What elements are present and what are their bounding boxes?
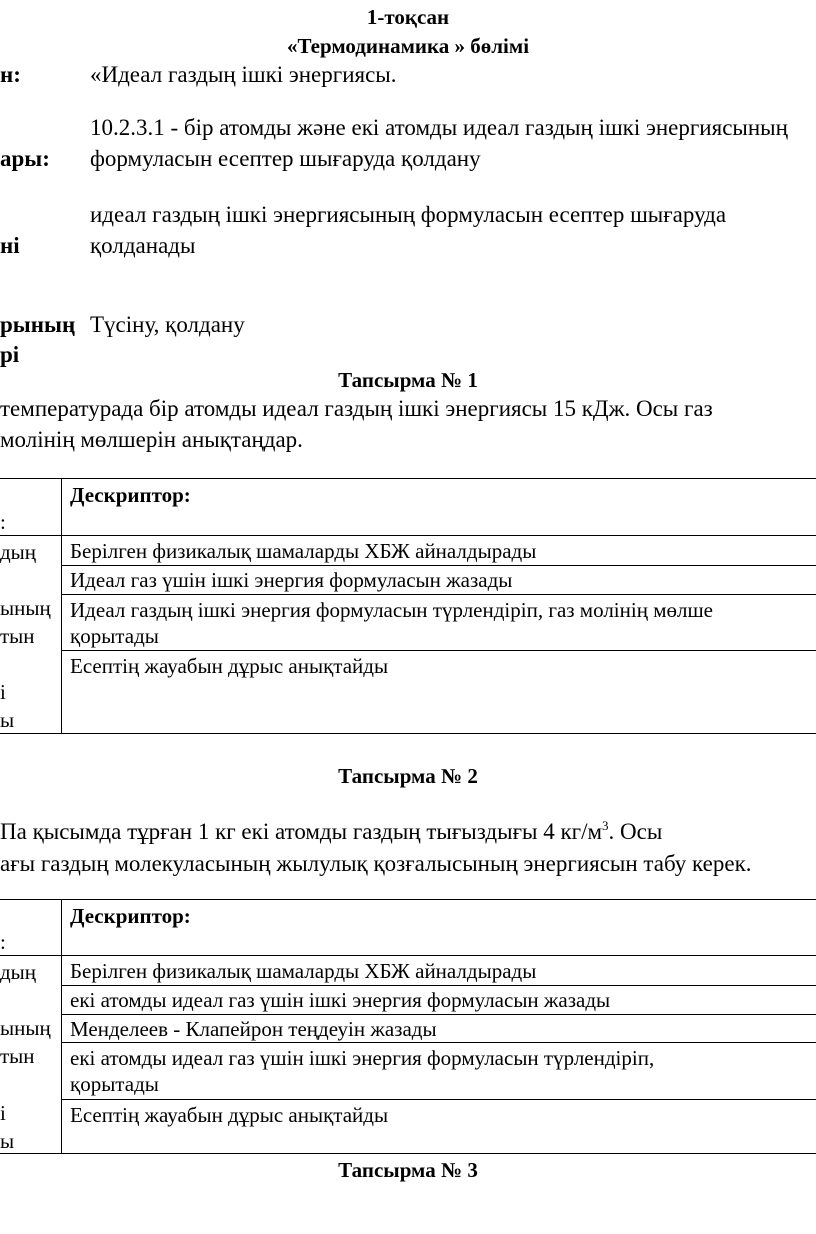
table1-left-frag: : [0,510,6,534]
table2-column-divider [61,899,62,1154]
task2-title: Тапсырма № 2 [338,764,478,788]
table1-descriptor-header: Дескриптор: [70,483,191,507]
table1-header-divider [0,535,816,536]
table2-header-divider [0,955,816,956]
table2-left-frag: ы [0,1129,15,1153]
table1-row-divider [61,650,816,651]
table1-left-frag: ының [0,596,51,620]
table2-row-divider [61,1042,816,1043]
task1-title: Тапсырма № 1 [338,368,478,392]
level-value: Түсіну, қолдану [90,312,245,337]
table1-row-divider [61,594,816,595]
table2-left-frag: ының [0,1016,51,1040]
table2-left-frag: дың [0,960,37,984]
level-label-2: рі [0,342,20,367]
objectives-label: ары: [0,146,50,171]
table1-left-frag: дың [0,540,37,564]
task2-text-line-1: Па қысымда тұрған 1 кг екі атомды газдың тығыздығы 4 $кг/м^3$. Осы [0,818,663,844]
table1-left-frag: і [0,680,6,704]
table2-row: қорытады [70,1072,159,1096]
task2-text-line-2: ағы газдың молекуласының жылулық қозғалысының энергиясын табу керек. [0,851,752,876]
task3-title: Тапсырма № 3 [338,1158,478,1182]
topic-label: н: [0,62,21,87]
objectives-line-2: формуласын есептер шығаруда қолдану [90,146,481,171]
criteria-line-1: идеал газдың ішкі энергиясының формуласын есептер шығаруда [90,202,727,227]
section-title: «Термодинамика » бөлімі [286,34,530,58]
table1-top-border [0,478,816,479]
table2-row: Есептің жауабын дұрыс анықтайды [70,1103,389,1127]
table2-row: екі атомды идеал газ үшін ішкі энергия формуласын түрлендіріп, [70,1046,655,1070]
table2-bottom-border [0,1153,816,1154]
table1-bottom-border [0,733,816,734]
table2-row-divider [61,1099,816,1100]
table2-top-border [0,899,816,900]
table1-left-frag: ы [0,708,15,732]
table2-row-divider [61,985,816,986]
table2-descriptor-header: Дескриптор: [70,904,191,928]
objectives-line-1: 10.2.3.1 - бір атомды және екі атомды идеал газдың ішкі энергиясының [90,115,788,140]
table1-left-frag: тын [0,624,35,648]
table2-left-frag: і [0,1101,6,1125]
table1-row: Идеал газдың ішкі энергия формуласын түрлендіріп, газ молінің мөлше [70,598,713,622]
table1-row: қорытады [70,624,159,648]
topic-value: «Идеал газдың ішкі энергиясы. [90,62,397,87]
task1-text-line-1: температурада бір атомды идеал газдың ішкі энергиясы 15 кДж. Осы газ [0,396,713,421]
table1-row: Есептің жауабын дұрыс анықтайды [70,654,389,678]
criteria-line-2: қолданады [90,233,196,258]
table2-left-frag: : [0,930,6,954]
table2-row: Менделеев - Клапейрон теңдеуін жазады [70,1017,437,1041]
table2-row: екі атомды идеал газ үшін ішкі энергия формуласын жазады [70,988,611,1012]
table1-row: Берілген физикалық шамаларды ХБЖ айналдырады [70,539,537,563]
quarter-title: 1-тоқсан [366,5,450,29]
table1-column-divider [61,478,62,734]
table1-row-divider [61,565,816,566]
task1-text-line-2: молінің мөлшерін анықтаңдар. [0,427,303,452]
table2-row-divider [61,1014,816,1015]
table1-row: Идеал газ үшін ішкі энергия формуласын жазады [70,568,513,592]
level-label-1: рының [0,312,76,337]
table2-left-frag: тын [0,1044,35,1068]
criteria-label: ні [0,233,20,258]
table2-row: Берілген физикалық шамаларды ХБЖ айналдырады [70,959,537,983]
